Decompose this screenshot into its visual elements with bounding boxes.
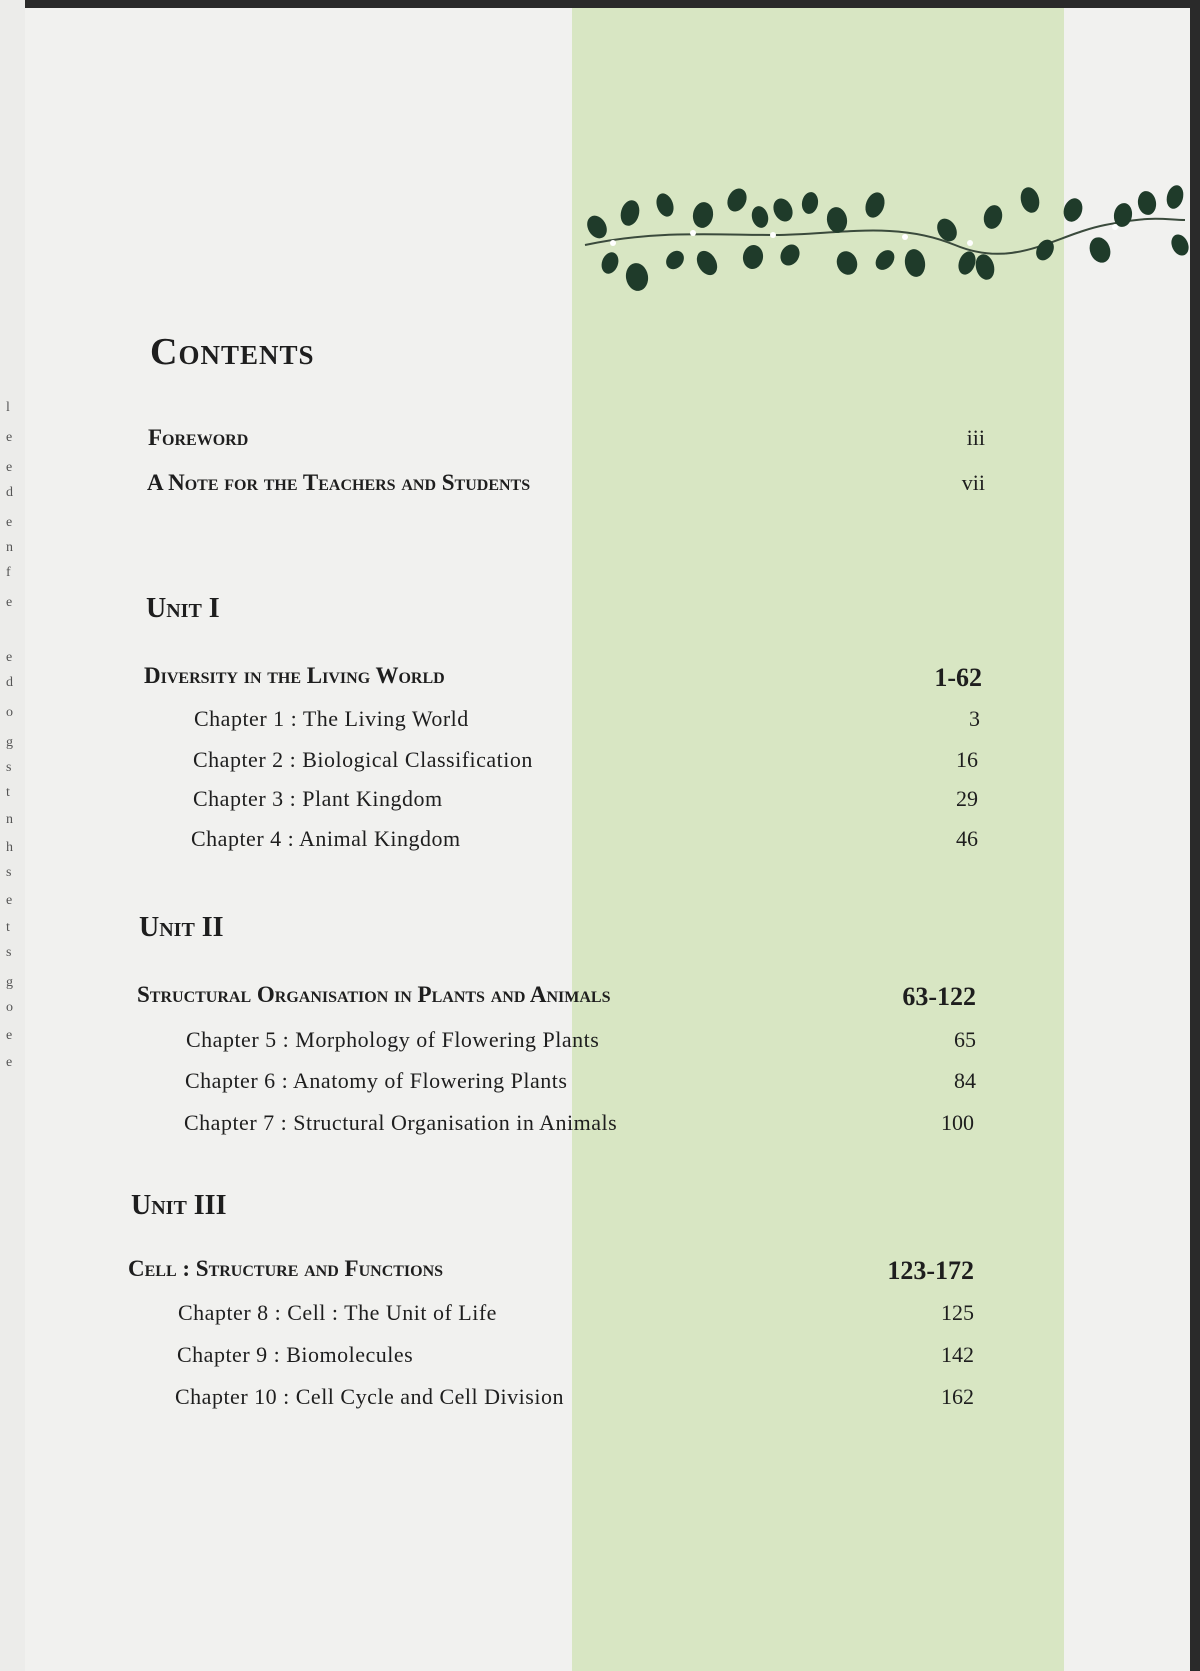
chapter-page: 84 (954, 1068, 976, 1093)
entry-page: iii (966, 425, 985, 450)
toc-entry[interactable] (0, 786, 1200, 816)
entry-label: Foreword (148, 425, 249, 450)
chapter-label: Chapter 6 : Anatomy of Flowering Plants (185, 1068, 568, 1093)
adjacent-page-edge: l e e d e n f e e d o g s t n h s e t s g o e e (0, 0, 25, 1671)
chapter-label: Chapter 8 : Cell : The Unit of Life (178, 1300, 497, 1325)
toc-entry[interactable] (0, 1342, 1200, 1372)
chapter-label: Chapter 10 : Cell Cycle and Cell Division (175, 1384, 564, 1409)
section-heading[interactable] (0, 663, 1200, 693)
chapter-page: 46 (956, 826, 978, 851)
toc-entry[interactable] (0, 1300, 1200, 1330)
toc-entry[interactable] (0, 470, 1200, 500)
unit-heading: Unit I (146, 593, 220, 624)
toc-entry[interactable] (0, 1384, 1200, 1414)
page-title: Contents (150, 331, 315, 373)
toc-entry[interactable] (0, 747, 1200, 777)
unit-heading: Unit II (139, 912, 224, 943)
toc-entry[interactable] (0, 706, 1200, 736)
chapter-label: Chapter 9 : Biomolecules (177, 1342, 414, 1367)
toc-entry[interactable] (0, 1068, 1200, 1098)
section-pages: 63-122 (902, 982, 976, 1011)
chapter-label: Chapter 3 : Plant Kingdom (193, 786, 443, 811)
chapter-page: 100 (941, 1110, 974, 1135)
entry-label: A Note for the Teachers and Students (147, 470, 531, 495)
chapter-page: 142 (941, 1342, 974, 1367)
chapter-page: 125 (941, 1300, 974, 1325)
toc-entry[interactable] (0, 425, 1200, 455)
section-pages: 123-172 (887, 1256, 974, 1285)
section-heading[interactable] (0, 1256, 1200, 1286)
toc-entry[interactable] (0, 826, 1200, 856)
section-label: Diversity in the Living World (144, 663, 445, 688)
chapter-label: Chapter 1 : The Living World (194, 706, 469, 731)
leaf-vine-decoration (575, 175, 1195, 315)
chapter-page: 162 (941, 1384, 974, 1409)
section-pages: 1-62 (934, 663, 982, 692)
section-heading[interactable] (0, 982, 1200, 1012)
chapter-page: 29 (956, 786, 978, 811)
chapter-label: Chapter 7 : Structural Organisation in Animals (184, 1110, 618, 1135)
section-label: Cell : Structure and Functions (128, 1256, 444, 1281)
entry-page: vii (961, 470, 985, 495)
section-label: Structural Organisation in Plants and Animals (137, 982, 611, 1007)
chapter-page: 65 (954, 1027, 976, 1052)
toc-entry[interactable] (0, 1027, 1200, 1057)
chapter-label: Chapter 2 : Biological Classification (193, 747, 533, 772)
chapter-label: Chapter 5 : Morphology of Flowering Plants (186, 1027, 600, 1052)
unit-heading: Unit III (131, 1190, 227, 1221)
chapter-page: 3 (969, 706, 980, 731)
chapter-page: 16 (956, 747, 978, 772)
chapter-label: Chapter 4 : Animal Kingdom (191, 826, 461, 851)
toc-entry[interactable] (0, 1110, 1200, 1140)
